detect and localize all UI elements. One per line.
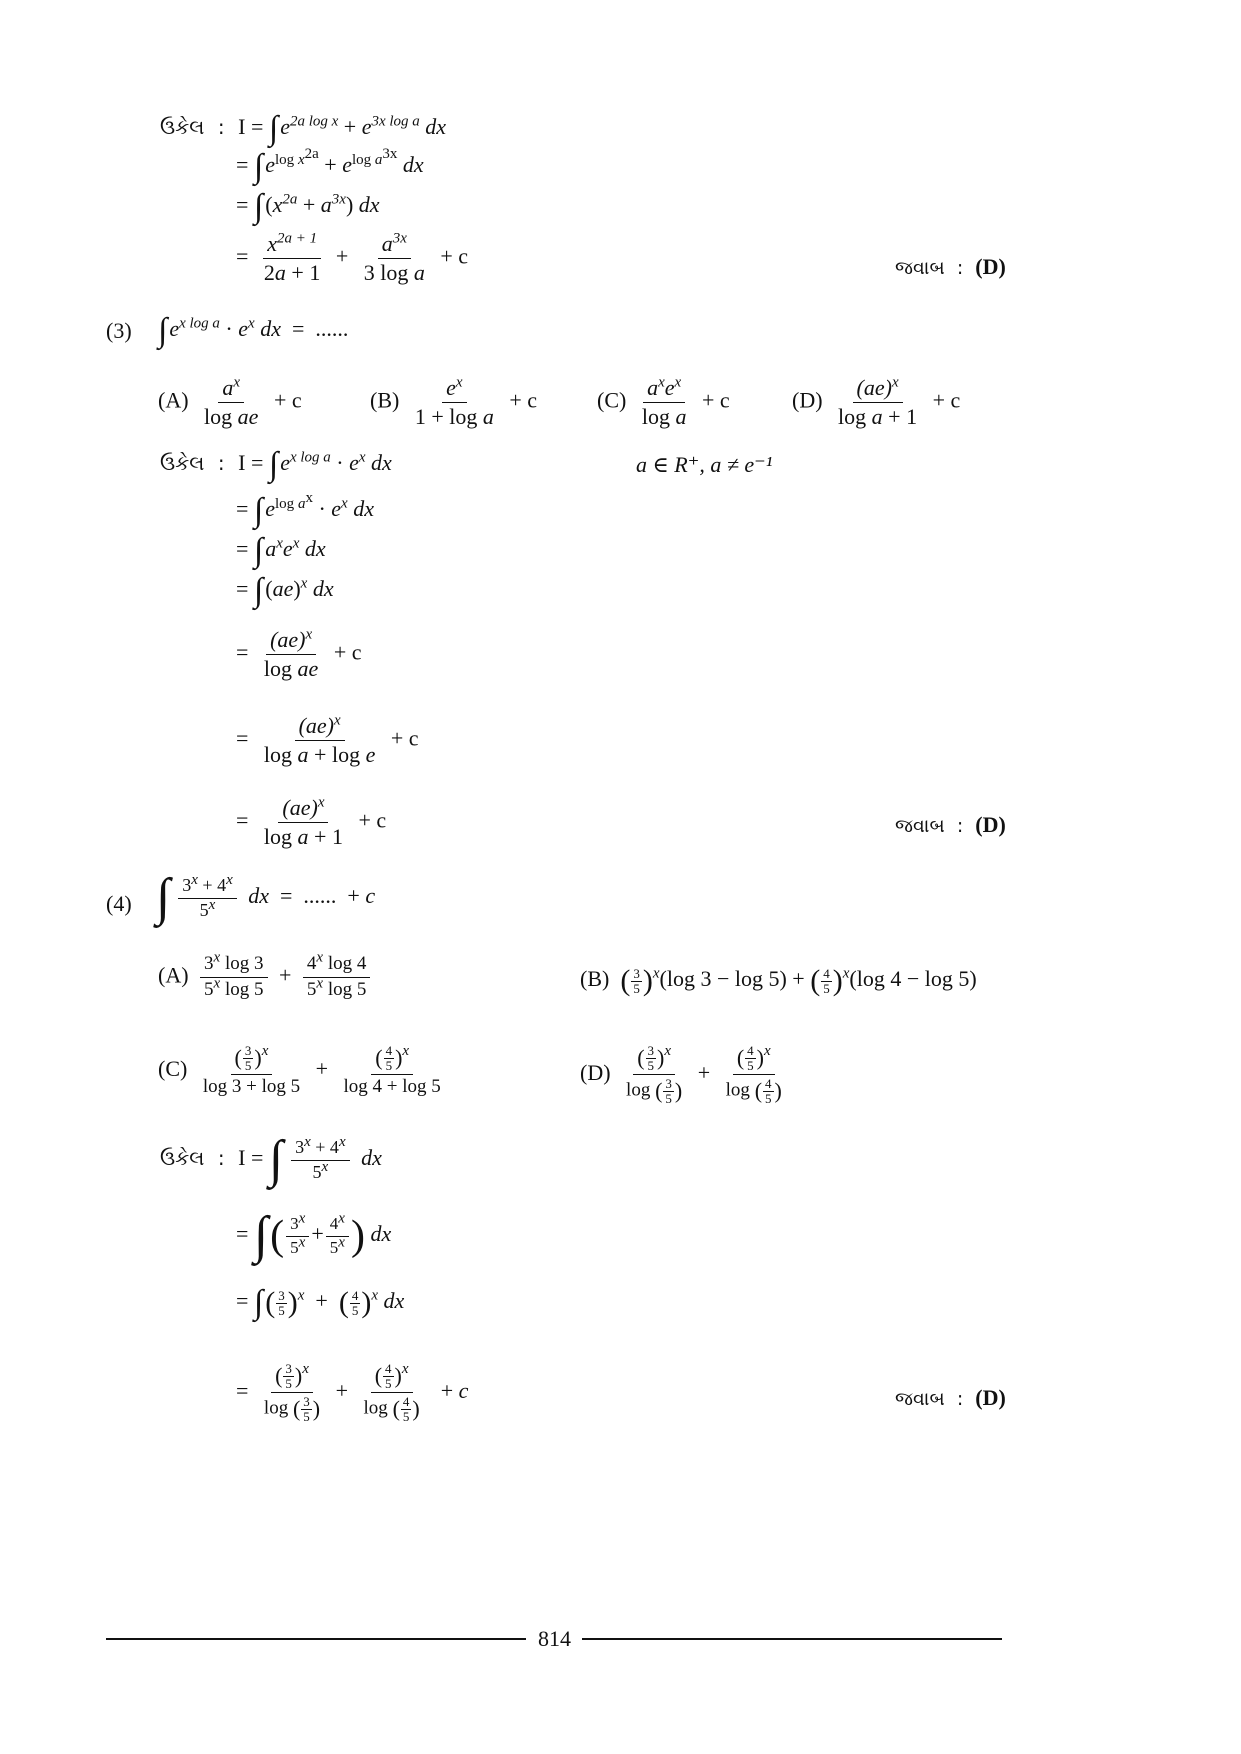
q3-solution-line7: = $\frac{(ae)^x}{\text{log a + 1}}$ + c: [236, 794, 387, 850]
solution-2-line1: ઉકેલ : $I = \int e^{2a log x} + e^{3x log a}$ dx: [160, 110, 447, 147]
q4-solution-line4: = ( $\frac{3}{5}$ )$^x$ log ( $\frac{3}{5}$ ) + ( $\frac{4}{5}$ )$^x$ log ( $\frac{4}{5}$ ) + c: [236, 1361, 469, 1424]
answer-q3: જવાબ : (D): [895, 812, 1006, 837]
q4-option-b: (B) ( $\frac{3}{5}$ )$^x$(log 3 − log 5) + ( $\frac{4}{5}$ )$^x$(log 4 − log 5): [580, 964, 977, 997]
q4-question: ∫ $\frac{3^x + 4^x}{5^x}$ dx = ...... + c: [156, 869, 376, 926]
solution-2-line3: = $\int(x^{2a} + a^{3x})$ dx: [236, 188, 380, 225]
page-number: 814: [538, 1626, 571, 1651]
q3-option-b: (B) $\frac{e^x}{\text{1 + log a}}$ + c: [370, 374, 538, 430]
q3-solution-line5: = $\frac{(ae)^x}{\text{log ae}}$ + c: [236, 626, 362, 682]
q3-solution-line1: ઉકેલ : $I = \int e^{x log a} \cdot e^x$ dx: [160, 446, 392, 483]
solution-label: ઉકેલ: [160, 115, 205, 140]
q3-option-c: (C) $\frac{a^xe^x}{\text{log a}}$ + c: [597, 374, 730, 430]
q3-option-a: (A) $\frac{a^x}{\text{log ae}}$ + c: [158, 374, 302, 430]
q4-solution-line1: ઉકેલ : I = ∫ $\frac{3^x + 4^x}{5^x}$ dx: [160, 1131, 382, 1188]
footer-rule-right: [582, 1638, 1002, 1640]
solution-2-line2: = $\int e^{log x^{2a}} + e^{log a^{3x}}$ dx: [236, 145, 424, 185]
answer-q4: જવાબ : (D): [895, 1385, 1006, 1410]
footer-rule-left: [106, 1638, 526, 1640]
q3-solution-line4: = ∫(ae)$^x$ dx: [236, 572, 334, 609]
q3-solution-line6: = $\frac{(ae)^x}{\text{log a + log e}}$ + c: [236, 712, 419, 768]
q3-question: $\int e^{x log a} \cdot e^x$ dx = ......: [158, 312, 349, 349]
q3-solution-line3: = $\int a^xe^x$ dx: [236, 532, 326, 569]
q4-option-a: (A) $\frac{3^x \log 3}{5^x \log 5}$ + $\frac{4^x \log 4}{5^x \log 5}$: [158, 954, 376, 1001]
solution-2-line4: = $\frac{x^{2a + 1}}{2a + 1}$ + $\frac{a^{3x}}{\text{3 log a}}$ + c: [236, 230, 469, 286]
q3-option-d: (D) $\frac{(ae)^x}{\text{log a + 1}}$ + c: [792, 374, 961, 430]
answer-q2: જવાબ : (D): [895, 254, 1006, 279]
q4-option-d: (D) ( $\frac{3}{5}$ )$^x$ log ( $\frac{3}{5}$ ) + ( $\frac{4}{5}$ )$^x$ log ( $\frac{4}{5}$ ): [580, 1043, 782, 1106]
q3-solution-line2: = $\int e^{log a^x} \cdot e^x$ dx: [236, 489, 374, 529]
q4-solution-line2: = ∫( $\frac{3^x}{5^x}$ + $\frac{4^x}{5^x}$ ) dx: [236, 1207, 392, 1264]
q4-option-c: (C) ( $\frac{3}{5}$ )$^x$ log 3 + log 5 + ( $\frac{4}{5}$ )$^x$ log 4 + log 5: [158, 1043, 441, 1098]
q3-condition: a ∈ R⁺, a ≠ e⁻¹: [636, 452, 773, 477]
q3-number: (3): [106, 318, 132, 343]
q4-solution-line3: = ∫( $\frac{3}{5}$ )$^x$ + ( $\frac{4}{5}$ )$^x$ dx: [236, 1284, 405, 1321]
q4-number: (4): [106, 891, 132, 916]
